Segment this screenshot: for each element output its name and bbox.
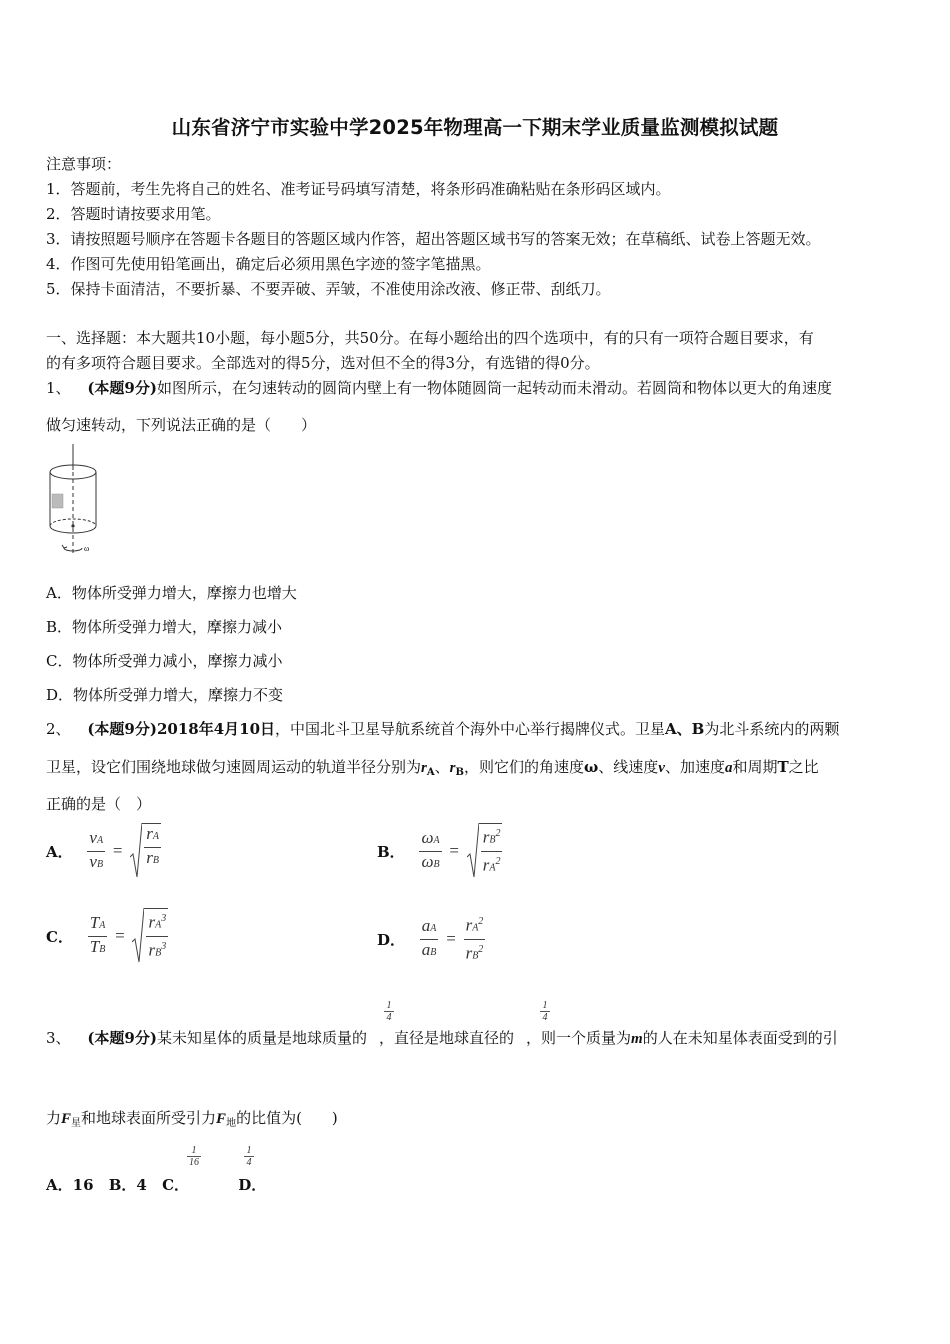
q2-omega: ω [583, 758, 599, 776]
q3-option-d: D． [238, 1176, 267, 1194]
q2-line2 [46, 756, 819, 778]
q1-number: 1、 [46, 379, 71, 397]
q3-line2 [46, 1107, 338, 1129]
notice-item-5: 5．保持卡面清洁，不要折暴、不要弄破、弄皱，不准使用涂改液、修正带、刮纸刀。 [46, 280, 611, 298]
q2-option-a-label: A． [46, 842, 73, 861]
q3-stem-4: 的人在未知星体表面受到的引 [642, 1029, 838, 1047]
q1-option-c: C．物体所受弹力减小，摩擦力减小 [46, 652, 283, 670]
q2-option-a-sqrt: $\frac{rA}{rB}$ [130, 823, 161, 879]
q2-option-d-eq: = [446, 929, 456, 949]
q2-rA: r [421, 760, 427, 776]
q1-option-a: A．物体所受弹力增大，摩擦力也增大 [46, 584, 297, 602]
q2-option-d-lhs: $\frac{aA}{aB}$ [421, 915, 437, 959]
q2-option-c-lhs: $\frac{TA}{TB}$ [89, 912, 106, 956]
q2-option-b-eq: = [449, 841, 459, 860]
notice-item-1: 1．答题前，考生先将自己的姓名、准考证号码填写清楚，将条形码准确粘贴在条形码区域内。 [46, 180, 671, 198]
q2-T: T [777, 758, 789, 776]
q3-stem-1: 某未知星体的质量是地球质量的 [156, 1029, 367, 1047]
q2-option-b [377, 823, 502, 879]
q1-cylinder-figure [44, 444, 114, 566]
q3-F-star-sub: 星 [71, 1118, 82, 1129]
q3-fraction-mass: 1 4 [384, 1000, 394, 1023]
q3-stem-7: 的比值为( ) [236, 1109, 338, 1127]
q2-v: v [658, 760, 665, 776]
q3-option-a: A．16 [46, 1176, 94, 1194]
q2-a: a [724, 760, 733, 776]
q2-option-d-rhs: $\frac{rA^2}{rB^2}$ [465, 915, 484, 963]
q2-stem-3: 卫星，设它们围绕地球做匀速圆周运动的轨道半径分别为 [46, 758, 422, 776]
q3-options [46, 1174, 266, 1195]
q3-m: m [631, 1031, 643, 1047]
q2-option-b-label: B． [377, 842, 405, 861]
section-heading-line2: 的有多项符合题目要求。全部选对的得5分，选对但不全的得3分，有选错的得0分。 [46, 354, 600, 372]
q1-stem-1: 如图所示，在匀速转动的圆筒内壁上有一物体随圆筒一起转动而未滑动。若圆筒和物体以更大的角速度 [156, 379, 832, 397]
q3-option-c: C． [162, 1176, 190, 1194]
q2-satellites: A、B [665, 720, 705, 738]
q3-stem-6: 和地球表面所受引力 [81, 1109, 217, 1127]
q2-option-c-label: C． [46, 927, 73, 946]
q2-number: 2、 [46, 720, 71, 738]
q3-option-d-fraction: 1 4 [244, 1145, 254, 1168]
q3-tag: (本题9分) [87, 1029, 157, 1047]
q2-option-c [46, 908, 168, 964]
q2-rA-sub: A [426, 767, 435, 778]
notice-item-4: 4．作图可先使用铅笔画出，确定后必须用黑色字迹的签字笔描黑。 [46, 255, 491, 273]
q2-rB-sub: B [455, 767, 464, 778]
q2-option-b-lhs: $\frac{\omega A}{\omega B}$ [421, 827, 440, 871]
q2-stem-2: 为北斗系统内的两颗 [704, 720, 840, 738]
q2-stem-7: 和周期 [732, 758, 778, 776]
q1-line2: 做匀速转动，下列说法正确的是（ ） [46, 416, 317, 434]
q2-line1 [46, 718, 839, 739]
q3-option-b: B．4 [108, 1176, 147, 1194]
notice-heading: 注意事项： [46, 155, 122, 173]
q2-stem-1: ，中国北斗卫星导航系统首个海外中心举行揭牌仪式。卫星 [275, 720, 666, 738]
q3-number: 3、 [46, 1029, 71, 1047]
q2-option-c-sqrt: $\frac{rA^3}{rB^3}$ [132, 908, 168, 964]
q3-stem-5: 力 [46, 1109, 62, 1127]
notice-item-3: 3．请按照题号顺序在答题卡各题目的答题区域内作答，超出答题区域书写的答案无效；在草稿纸、试卷上答题无效。 [46, 230, 821, 248]
q2-sep: 、 [434, 758, 450, 776]
q3-option-c-fraction: 1 16 [189, 1145, 199, 1168]
q3-line1 [46, 1027, 838, 1048]
q3-fraction-diameter: 1 4 [540, 1000, 550, 1023]
q2-option-b-sqrt: $\frac{rB^2}{rA^2}$ [467, 823, 503, 879]
q3-F-earth-sub: 地 [226, 1118, 237, 1129]
q2-option-d [377, 912, 485, 966]
q2-option-d-label: D． [377, 930, 406, 949]
q2-option-c-eq: = [115, 926, 125, 945]
q1-option-b: B．物体所受弹力增大，摩擦力减小 [46, 618, 283, 636]
q3-stem-2: ，直径是地球直径的 [378, 1029, 514, 1047]
cylinder-diagram [44, 444, 114, 566]
q2-date: 2018年4月10日 [156, 720, 276, 738]
q2-line3: 正确的是（ ） [46, 795, 152, 813]
q3-F-earth: F [216, 1111, 227, 1127]
q2-option-a-eq: = [112, 841, 123, 860]
q1-option-d: D．物体所受弹力增大，摩擦力不变 [46, 686, 284, 704]
q2-option-a [46, 823, 161, 879]
notice-item-2: 2．答题时请按要求用笔。 [46, 205, 221, 223]
q1-tag: (本题9分) [87, 379, 157, 397]
q2-rB: r [449, 760, 456, 776]
q3-F-star: F [61, 1111, 72, 1127]
q2-stem-4: ，则它们的角速度 [463, 758, 584, 776]
q2-option-a-lhs: $\frac{vA}{vB}$ [89, 827, 104, 871]
section-heading-line1: 一、选择题：本大题共10小题，每小题5分，共50分。在每小题给出的四个选项中，有的只有一项符合题目要求，有 [46, 329, 814, 347]
q2-stem-8: 之比 [788, 758, 819, 776]
q2-tag: (本题9分) [87, 720, 157, 738]
q2-stem-5: 、线速度 [598, 758, 659, 776]
q3-stem-3: ，则一个质量为 [526, 1029, 632, 1047]
object-block [52, 494, 63, 508]
q1-line1 [46, 377, 832, 398]
page-title: 山东省济宁市实验中学2025年物理高一下期末学业质量监测模拟试题 [171, 116, 779, 139]
q2-stem-6: 、加速度 [664, 758, 725, 776]
omega-label: ω [84, 544, 90, 553]
